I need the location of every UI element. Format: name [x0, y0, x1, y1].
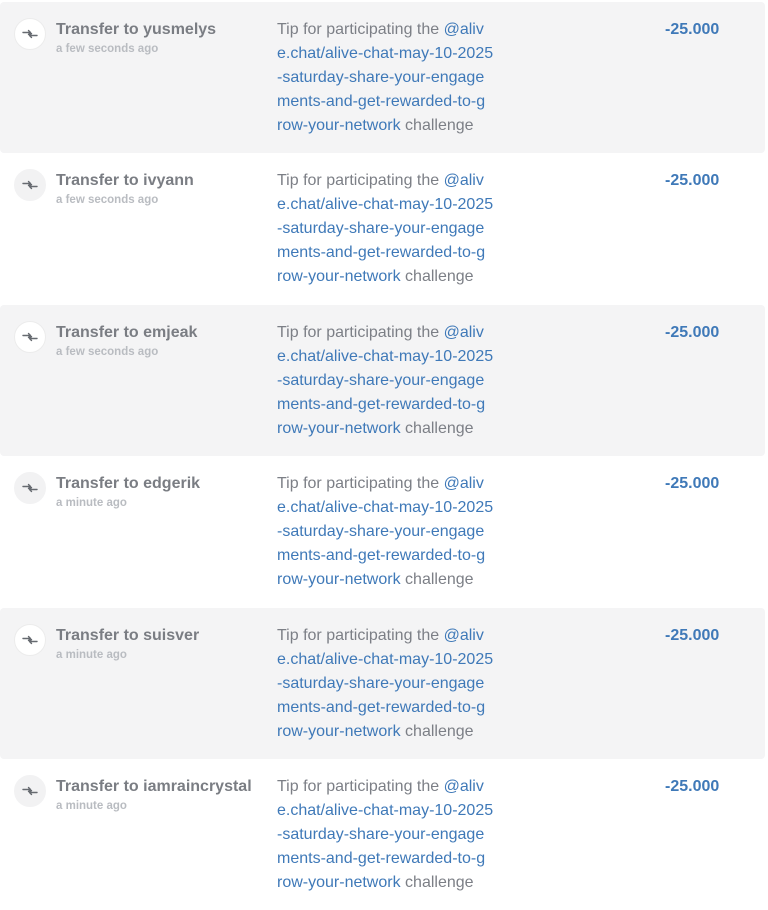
memo-text: challenge	[400, 722, 474, 740]
transfer-memo	[277, 18, 502, 138]
transfer-memo	[277, 775, 502, 895]
memo-text: challenge	[400, 571, 474, 589]
memo-text: Tip for participating the	[277, 777, 444, 795]
memo-link[interactable]: row-your-network	[277, 419, 401, 437]
memo-link[interactable]: e.chat/alive-chat-may-10-2025	[277, 196, 494, 214]
memo-link[interactable]: -saturday-share-your-engage	[277, 523, 485, 541]
transfer-timestamp: a minute ago	[56, 648, 127, 661]
memo-text: Tip for participating the	[277, 172, 444, 190]
memo-link[interactable]: e.chat/alive-chat-may-10-2025	[277, 347, 494, 365]
transfer-title: Transfer to yusmelys	[56, 21, 217, 38]
transfer-amount: -25.000	[665, 172, 720, 190]
transfer-timestamp: a few seconds ago	[56, 345, 159, 358]
memo-text: challenge	[400, 873, 474, 891]
transfer-amount: -25.000	[665, 626, 720, 644]
memo-link[interactable]: ments-and-get-rewarded-to-g	[277, 93, 486, 110]
memo-link[interactable]: row-your-network	[277, 722, 401, 740]
memo-link[interactable]: row-your-network	[277, 117, 401, 134]
transfer-title: Transfer to suisver	[56, 626, 200, 644]
memo-text: Tip for participating the	[277, 626, 444, 644]
memo-text: Tip for participating the	[277, 475, 444, 493]
memo-link[interactable]: ments-and-get-rewarded-to-g	[277, 395, 486, 413]
memo-link[interactable]: ments-and-get-rewarded-to-g	[277, 698, 486, 716]
memo-link[interactable]: -saturday-share-your-engage	[277, 825, 485, 843]
memo-link[interactable]: @aliv	[443, 21, 484, 38]
memo-link[interactable]: @aliv	[443, 475, 484, 493]
transfer-title: Transfer to edgerik	[56, 475, 201, 493]
transfer-row	[0, 153, 765, 304]
transfer-amount: -25.000	[665, 777, 720, 795]
transfer-row	[0, 759, 765, 910]
transfer-memo	[277, 321, 502, 441]
memo-link[interactable]: e.chat/alive-chat-may-10-2025	[277, 45, 494, 62]
memo-text: Tip for participating the	[277, 21, 444, 38]
memo-link[interactable]: -saturday-share-your-engage	[277, 371, 485, 389]
transfer-arrows-icon	[14, 624, 46, 656]
transfer-timestamp: a few seconds ago	[56, 43, 159, 55]
memo-text: challenge	[400, 117, 474, 134]
transfer-arrows-icon	[14, 472, 46, 504]
transfer-row	[0, 305, 765, 456]
transfer-memo	[277, 624, 502, 744]
transfer-row	[0, 608, 765, 759]
memo-link[interactable]: @aliv	[443, 626, 484, 644]
memo-link[interactable]: ments-and-get-rewarded-to-g	[277, 244, 486, 262]
memo-text: challenge	[400, 419, 474, 437]
memo-link[interactable]: row-your-network	[277, 873, 401, 891]
memo-link[interactable]: row-your-network	[277, 268, 401, 286]
transfer-row	[0, 456, 765, 607]
memo-link[interactable]: @aliv	[443, 323, 484, 341]
memo-link[interactable]: -saturday-share-your-engage	[277, 674, 485, 692]
transfer-amount: -25.000	[665, 21, 720, 38]
transfer-amount: -25.000	[665, 475, 720, 493]
transfer-memo	[277, 472, 502, 592]
memo-link[interactable]: e.chat/alive-chat-may-10-2025	[277, 499, 494, 517]
transfer-arrows-icon	[14, 169, 46, 201]
memo-link[interactable]: -saturday-share-your-engage	[277, 69, 485, 86]
memo-link[interactable]: e.chat/alive-chat-may-10-2025	[277, 650, 494, 668]
transfer-row	[0, 2, 765, 153]
transfer-timestamp: a minute ago	[56, 799, 127, 812]
transfer-title: Transfer to iamraincrystal	[56, 777, 252, 795]
memo-link[interactable]: @aliv	[443, 777, 484, 795]
transfer-arrows-icon	[14, 321, 46, 353]
memo-link[interactable]: ments-and-get-rewarded-to-g	[277, 547, 486, 565]
transfer-history-list	[0, 2, 765, 910]
transfer-timestamp: a minute ago	[56, 497, 127, 510]
transfer-timestamp: a few seconds ago	[56, 194, 159, 207]
transfer-title: Transfer to emjeak	[56, 323, 198, 341]
memo-link[interactable]: e.chat/alive-chat-may-10-2025	[277, 801, 494, 819]
transfer-title: Transfer to ivyann	[56, 172, 194, 190]
memo-link[interactable]: row-your-network	[277, 571, 401, 589]
transfer-arrows-icon	[14, 18, 46, 50]
transfer-arrows-icon	[14, 775, 46, 807]
memo-text: challenge	[400, 268, 474, 286]
memo-link[interactable]: -saturday-share-your-engage	[277, 220, 485, 238]
transfer-memo	[277, 169, 502, 289]
transfer-amount: -25.000	[665, 323, 720, 341]
memo-link[interactable]: @aliv	[443, 172, 484, 190]
memo-text: Tip for participating the	[277, 323, 444, 341]
memo-link[interactable]: ments-and-get-rewarded-to-g	[277, 849, 486, 867]
